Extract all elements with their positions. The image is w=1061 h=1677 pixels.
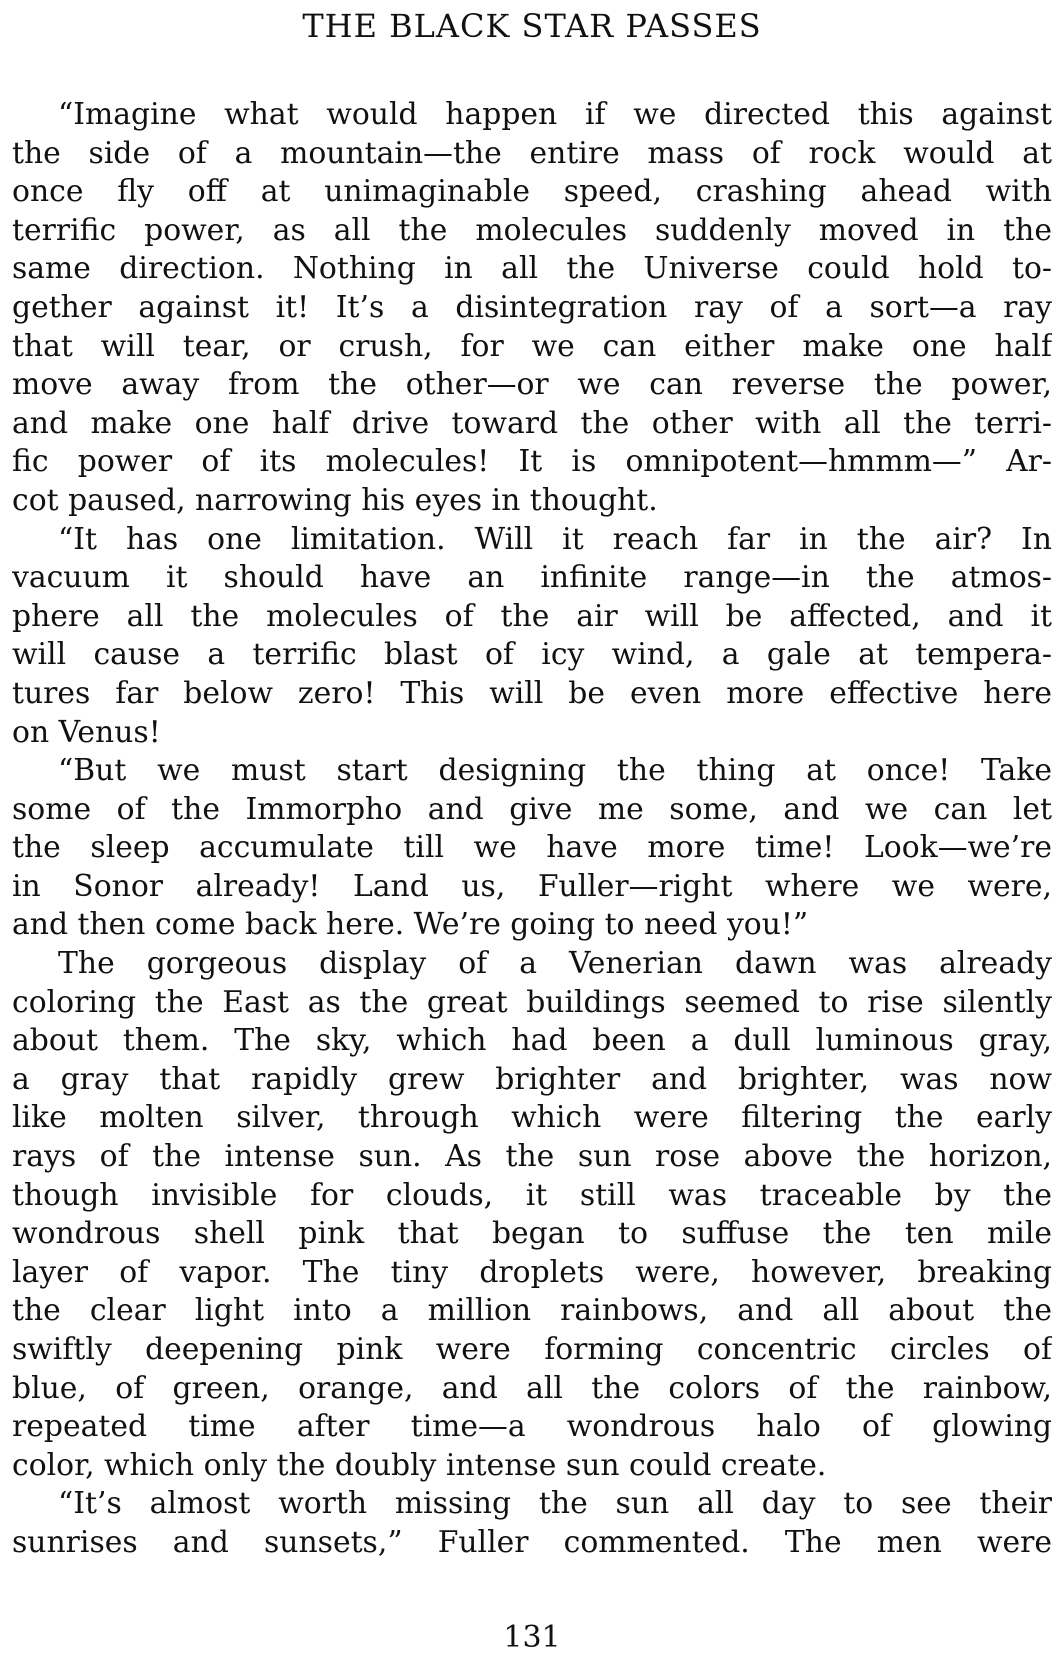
text-line: will cause a terrific blast of icy wind, a gale at tempera- (12, 637, 1052, 673)
text-line: color, which only the doubly intense sun could create. (12, 1447, 827, 1483)
text-line: fic power of its molecules! It is omnipotent—hmmm—” Ar- (12, 444, 1052, 480)
text-line: same direction. Nothing in all the Universe could hold to- (12, 251, 1052, 287)
text-line: “Imagine what would happen if we directed this against (58, 97, 1052, 132)
text-line: vacuum it should have an infinite range—in the atmos- (12, 560, 1052, 596)
text-line: “It has one limitation. Will it reach far in the air? In (58, 521, 1052, 557)
text-line: the clear light into a million rainbows, and all about the (12, 1293, 1052, 1329)
text-line: like molten silver, through which were filtering the early (12, 1100, 1052, 1136)
text-line: once fly off at unimaginable speed, crashing ahead with (12, 174, 1052, 210)
text-line: “But we must start designing the thing at once! Take (58, 753, 1052, 789)
text-line: the side of a mountain—the entire mass of rock would at (12, 135, 1052, 171)
text-line: a gray that rapidly grew brighter and brighter, was now (12, 1061, 1052, 1097)
text-line: wondrous shell pink that began to suffuse the ten mile (12, 1216, 1052, 1252)
text-line: sunrises and sunsets,” Fuller commented. The men were (12, 1524, 1052, 1560)
text-line: in Sonor already! Land us, Fuller—right where we were, (12, 868, 1052, 904)
text-line: rays of the intense sun. As the sun rose above the horizon, (12, 1139, 1052, 1175)
body-text (12, 96, 1052, 1563)
text-line: the sleep accumulate till we have more time! Look—we’re (12, 830, 1052, 866)
text-line: some of the Immorpho and give me some, and we can let (12, 791, 1052, 827)
text-line: terrific power, as all the molecules suddenly moved in the (12, 212, 1052, 248)
text-line: repeated time after time—a wondrous halo of glowing (12, 1409, 1052, 1445)
text-line: tures far below zero! This will be even more effective here (12, 675, 1052, 711)
page-number: 131 (503, 1620, 561, 1655)
text-line: on Venus! (12, 714, 161, 750)
text-line: swiftly deepening pink were forming concentric circles of (12, 1332, 1052, 1367)
text-line: and then come back here. We’re going to need you!” (12, 907, 809, 943)
text-line: move away from the other—or we can reverse the power, (12, 367, 1052, 403)
text-line: though invisible for clouds, it still was traceable by the (12, 1177, 1052, 1213)
text-line: phere all the molecules of the air will be affected, and it (12, 598, 1052, 634)
text-line: coloring the East as the great buildings seemed to rise silently (12, 984, 1052, 1020)
text-line: that will tear, or crush, for we can either make one half (12, 328, 1052, 364)
book-page (12, 0, 1052, 1677)
text-line: blue, of green, orange, and all the colors of the rainbow, (12, 1370, 1052, 1406)
text-line: cot paused, narrowing his eyes in thought. (12, 482, 658, 518)
text-line: The gorgeous display of a Venerian dawn was already (58, 946, 1052, 982)
text-line: layer of vapor. The tiny droplets were, however, breaking (12, 1254, 1052, 1290)
text-line: “It’s almost worth missing the sun all day to see their (58, 1486, 1052, 1522)
text-line: gether against it! It’s a disintegration ray of a sort—a ray (12, 289, 1052, 325)
text-line: and make one half drive toward the other with all the terri- (12, 405, 1052, 441)
running-head: THE BLACK STAR PASSES (302, 7, 762, 45)
text-line: about them. The sky, which had been a dull luminous gray, (12, 1023, 1052, 1059)
